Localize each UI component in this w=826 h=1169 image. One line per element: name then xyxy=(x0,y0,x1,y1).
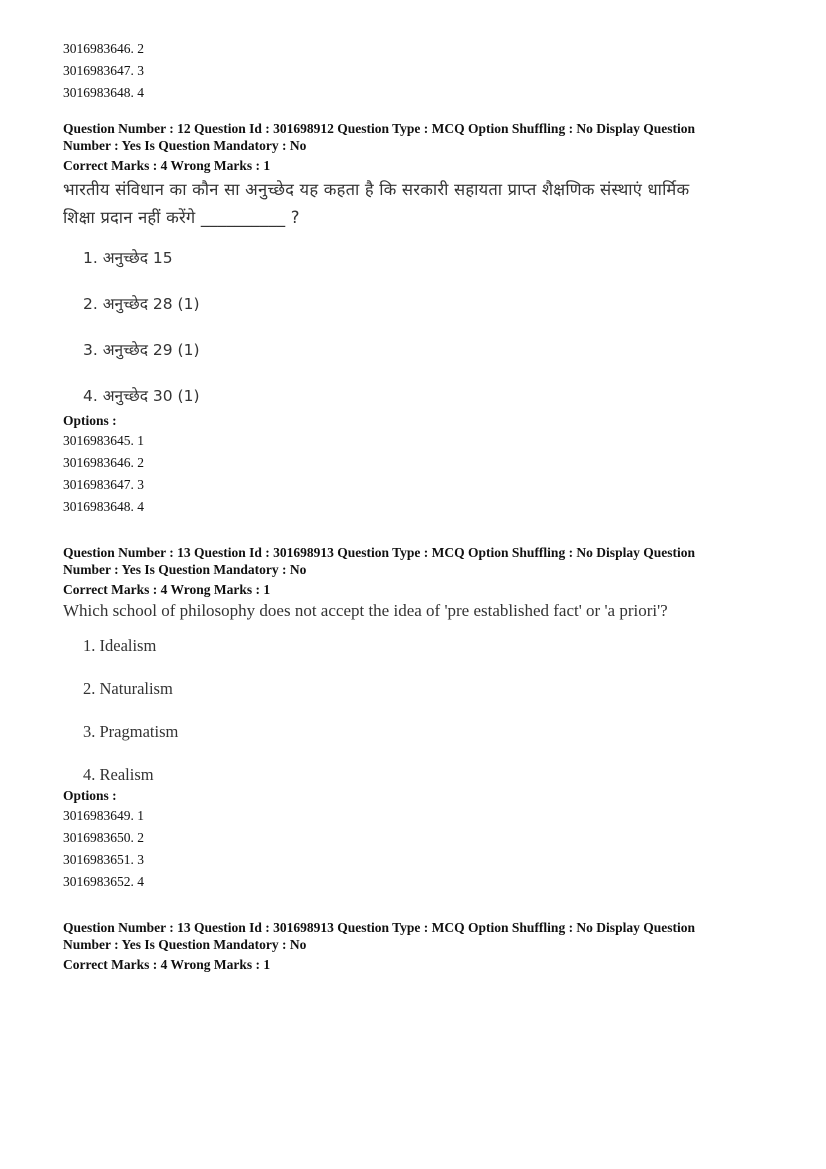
option-id-row: 3016983647. 3 xyxy=(63,63,144,78)
question-text-line: भारतीय संविधान का कौन सा अनुच्छेद यह कहता है कि सरकारी सहायता प्राप्त शैक्षणिक संस्थाएं धार्मिक xyxy=(63,180,690,199)
option-id-row: 3016983648. 4 xyxy=(63,499,144,514)
top-option-list xyxy=(63,38,783,104)
option-id-row: 3016983646. 2 xyxy=(63,41,144,56)
question-text xyxy=(63,176,783,232)
option-id-row: 3016983648. 4 xyxy=(63,85,144,100)
question-13-repeat-block xyxy=(63,919,783,973)
option-id-list xyxy=(63,805,783,893)
options-label: Options : xyxy=(63,413,117,428)
option-id-row: 3016983646. 2 xyxy=(63,455,144,470)
option-id-row: 3016983647. 3 xyxy=(63,477,144,492)
question-meta-line: Question Number : 13 Question Id : 301698913 Question Type : MCQ Option Shuffling : No Display Question xyxy=(63,545,695,560)
question-text-line: शिक्षा प्रदान नहीं करेंगे __________ ? xyxy=(63,208,300,227)
answer-choice: 4. अनुच्छेद 30 (1) xyxy=(83,387,200,405)
answer-choices xyxy=(83,246,783,408)
option-id-row: 3016983652. 4 xyxy=(63,874,144,889)
question-meta-line: Number : Yes Is Question Mandatory : No xyxy=(63,562,307,577)
question-meta-line: Number : Yes Is Question Mandatory : No xyxy=(63,138,307,153)
option-id-row: 3016983650. 2 xyxy=(63,830,144,845)
option-id-list xyxy=(63,430,783,518)
option-id-row: 3016983651. 3 xyxy=(63,852,144,867)
answer-choice: 3. Pragmatism xyxy=(83,722,179,741)
question-12-block xyxy=(63,120,783,518)
options-label: Options : xyxy=(63,788,117,803)
answer-choices xyxy=(83,634,783,783)
question-marks: Correct Marks : 4 Wrong Marks : 1 xyxy=(63,158,271,173)
question-meta-line: Question Number : 12 Question Id : 301698912 Question Type : MCQ Option Shuffling : No Display Question xyxy=(63,121,695,136)
answer-choice: 1. Idealism xyxy=(83,636,157,655)
question-meta-line: Question Number : 13 Question Id : 301698913 Question Type : MCQ Option Shuffling : No Display Question xyxy=(63,920,695,935)
question-13-block xyxy=(63,544,783,893)
answer-choice: 2. Naturalism xyxy=(83,679,173,698)
question-text: Which school of philosophy does not accept the idea of 'pre established fact' or 'a priori'? xyxy=(63,601,668,620)
answer-choice: 3. अनुच्छेद 29 (1) xyxy=(83,341,200,359)
answer-choice: 4. Realism xyxy=(83,765,154,784)
question-meta-line: Number : Yes Is Question Mandatory : No xyxy=(63,937,307,952)
option-id-row: 3016983645. 1 xyxy=(63,433,144,448)
question-marks: Correct Marks : 4 Wrong Marks : 1 xyxy=(63,582,271,597)
question-marks: Correct Marks : 4 Wrong Marks : 1 xyxy=(63,957,271,972)
answer-choice: 1. अनुच्छेद 15 xyxy=(83,249,173,267)
answer-choice: 2. अनुच्छेद 28 (1) xyxy=(83,295,200,313)
option-id-row: 3016983649. 1 xyxy=(63,808,144,823)
document-page xyxy=(63,38,783,973)
